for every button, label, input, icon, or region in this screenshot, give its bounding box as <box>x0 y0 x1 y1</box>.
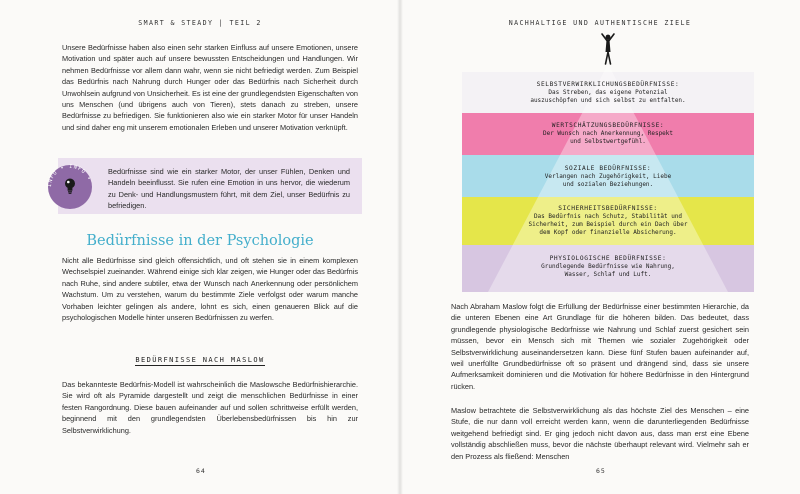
intro-paragraph: Unsere Bedürfnisse haben also einen sehr starken Einfluss auf unsere Emotionen, unsere Motivation und später auch auf unsere bewussten Entscheidungen und Handlungen. Wir nehmen Bedürfnisse vor allem dann wahr, wenn sie nicht befriedigt werden. Zum Beispiel das Bedürfnis nach Nahrung durch Hunger oder das Bedürfnis nach Sicherheit durch Unwohlsein aufgrund von Unsicherheit. Es ist eine der grundlegendsten Eigenschaften von uns Menschen (und übrigens auch von Tieren), stets danach zu streben, unsere Bedürfnisse zu befriedigen. Sie funktionieren also wie ein starker Motor für unser Handeln und sind daher eng mit unserem emotionalen Erleben und unserer Motivation verknüpft. <box>62 43 358 132</box>
running-head-right: NACHHALTIGE UND AUTHENTISCHE ZIELE <box>508 19 692 27</box>
level-5-title: PHYSIOLOGISCHE BEDÜRFNISSE: <box>549 255 667 262</box>
person-silhouette-icon <box>602 34 614 64</box>
level-2-line2: und Selbstwertgefühl. <box>570 138 646 145</box>
page-number-left: 64 <box>196 467 206 475</box>
level-5-line2: Wasser, Schlaf und Luft. <box>564 271 652 278</box>
running-head-left: SMART & STEADY | TEIL 2 <box>138 19 262 27</box>
level-5-line1: Grundlegende Bedürfnisse wie Nahrung, <box>541 263 675 270</box>
info-badge <box>48 165 92 209</box>
level-4-line3: dem Kopf oder finanzielle Absicherung. <box>539 229 677 236</box>
hierarchy-paragraph: Nach Abraham Maslow folgt die Erfüllung der Bedürfnisse einer bestimmten Hierarchie, da die unteren Ebenen eine Art Grundlage für die höheren bilden. Das bedeutet, dass grundlegende physiologische Bedürfnisse wie Nahrung und Schlaf zuerst gesichert sein müssen, bevor ein Mensch sich mit Themen wie sozialer Zugehörigkeit oder Selbstverwirklichung auseinandersetzen kann. Diese fünf Stufen bauen aufeinander auf, weil unerfüllte Grundbedürfnisse oft so präsent und drängend sind, dass sie unsere Aufmerksamkeit dominieren und die Motivation für höhere Bedürfnisse in den Hintergrund rücken. <box>451 302 749 391</box>
level-3-title: SOZIALE BEDÜRFNISSE: <box>564 165 652 172</box>
level-4-title: SICHERHEITSBEDÜRFNISSE: <box>558 205 658 212</box>
heading-psychology: Bedürfnisse in der Psychologie <box>86 233 314 249</box>
level-4-line1: Das Bedürfnis nach Schutz, Stabilität und <box>533 213 683 220</box>
level-3-line1: Verlangen nach Zugehörigkeit, Liebe <box>544 173 672 180</box>
info-box-text: Bedürfnisse sind wie ein starker Motor, der unser Fühlen, Denken und Handeln beeinflusst. Sie rufen eine Emotion in uns hervor, die wiederum zu Denk- und Handlungsmustern führt, mit dem Ziel, unser Bedürfnis zu befriedigen. <box>108 167 350 211</box>
info-box <box>46 158 362 214</box>
heading-maslow <box>0 356 400 364</box>
page-number-right: 65 <box>596 467 606 475</box>
self-actualization-paragraph: Maslow betrachtete die Selbstverwirklichung als das höchste Ziel des Menschen – eine Stufe, die nur dann voll erreicht werden kann, wenn die darunterliegenden Bedürfnisse weitgehend befriedigt sind. Er ging jedoch nicht davon aus, dass man erst eine Ebene vollständig abschließen muss, bevor die nächste überhaupt relevant wird. Vielmehr sah er den Prozess als fließend: Menschen <box>451 406 749 461</box>
psychology-paragraph: Nicht alle Bedürfnisse sind gleich offensichtlich, und oft stehen sie in einem komplexen Wechselspiel zueinander. Während einige sich klar zeigen, wie Hunger oder das Bedürfnis nach Ruhe, sind andere subtiler, etwa der Wunsch nach Anerkennung oder persönlichem Wachstum. Um zu verstehen, warum du bestimmte Ziele verfolgst oder warum manche Vorhaben leichter gelingen als andere, lohnt es sich, einen genaueren Blick auf die psychologischen Modelle hinter unseren Bedürfnissen zu werfen. <box>62 256 358 323</box>
maslow-paragraph: Das bekannteste Bedürfnis-Modell ist wahrscheinlich die Maslowsche Bedürfnishierarchie. Sie wird oft als Pyramide dargestellt und zeigt die menschlichen Bedürfnisse in einer festen Rangordnung. Diese bauen aufeinander auf und sollen schrittweise erfüllt werden, beginnend mit den grundlegendsten Überlebensbedürfnissen bis hin zur Selbstverwirklichung. <box>62 380 358 435</box>
info-badge-label: INFO • INFO • <box>46 163 92 188</box>
level-4-line2: Sicherheit, zum Beispiel durch ein Dach über <box>528 221 688 228</box>
maslow-pyramid <box>462 30 754 292</box>
lightbulb-icon <box>63 177 77 195</box>
level-2-line1: Der Wunsch nach Anerkennung, Respekt <box>542 130 674 137</box>
level-1-title: SELBSTVERWIRKLICHUNGSBEDÜRFNISSE: <box>536 81 680 88</box>
level-2-title: WERTSCHÄTZUNGSBEDÜRFNISSE: <box>551 122 665 129</box>
level-3-line2: und sozialen Beziehungen. <box>562 181 654 188</box>
right-page <box>400 0 800 494</box>
level-1-line2: auszuschöpfen und sich selbst zu entfalten. <box>530 97 686 104</box>
level-1-line1: Das Streben, das eigene Potenzial <box>548 89 668 96</box>
heading-maslow-text: BEDÜRFNISSE NACH MASLOW <box>135 356 265 364</box>
